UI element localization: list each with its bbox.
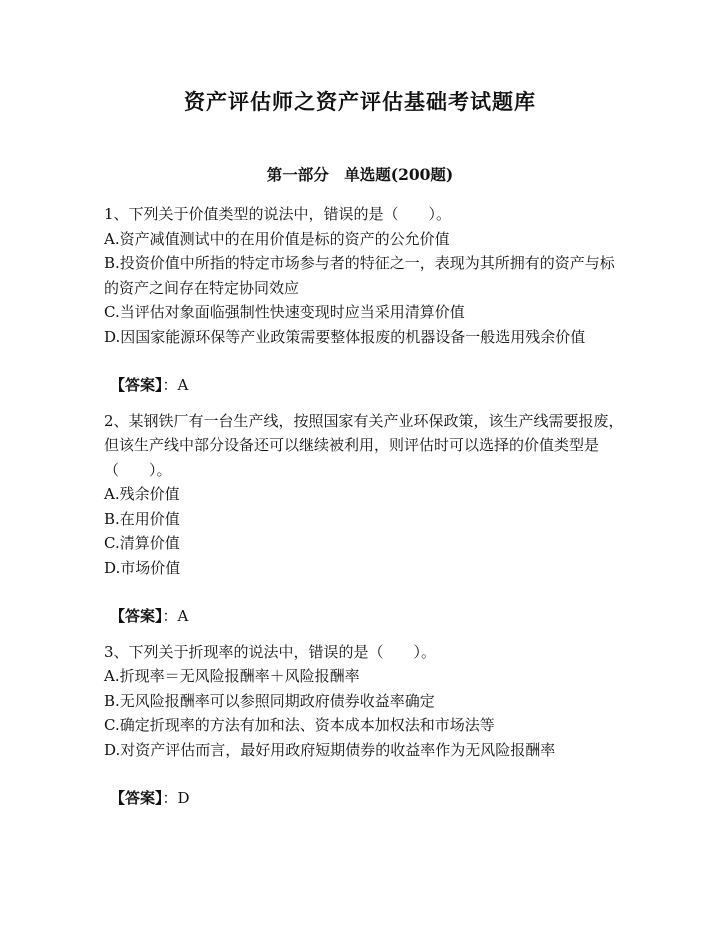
question-stem: 3、下列关于折现率的说法中，错误的是（ ）。 bbox=[104, 642, 437, 661]
option-c: C.当评估对象面临强制性快速变现时应当采用清算价值 bbox=[104, 303, 465, 321]
answer-label: 【答案】 bbox=[110, 789, 163, 807]
answer-label: 【答案】 bbox=[110, 376, 163, 394]
question-stem: 1、下列关于价值类型的说法中，错误的是（ ）。 bbox=[104, 205, 452, 223]
option-b: B.无风险报酬率可以参照同期政府债券收益率确定 bbox=[104, 691, 435, 710]
option-d: D.对资产评估而言，最好用政府短期债券的收益率作为无风险报酬率 bbox=[104, 740, 556, 759]
option-c: C.确定折现率的方法有加和法、资本成本加权法和市场法等 bbox=[104, 716, 495, 734]
option-b: B.在用价值 bbox=[104, 509, 180, 528]
answer-value: ：A bbox=[162, 607, 189, 625]
question-1 bbox=[104, 202, 624, 398]
question-2 bbox=[104, 409, 624, 629]
answer-label: 【答案】 bbox=[110, 607, 163, 625]
question-stem: 2、某钢铁厂有一台生产线，按照国家有关产业环保政策，该生产线需要报废，但该生产线中部分设备还可以继续被利用，则评估时可以选择的价值类型是（ ）。 bbox=[104, 411, 624, 479]
option-list bbox=[104, 227, 624, 350]
question-list bbox=[104, 202, 624, 822]
option-a: A.折现率＝无风险报酬率＋风险报酬率 bbox=[104, 667, 360, 685]
document-title: 资产评估师之资产评估基础考试题库 bbox=[184, 89, 536, 114]
answer-value: ：D bbox=[162, 789, 190, 807]
option-c: C.清算价值 bbox=[104, 534, 180, 552]
answer-value: ：A bbox=[162, 376, 189, 394]
answer bbox=[110, 373, 624, 398]
question-3 bbox=[104, 640, 624, 811]
option-list bbox=[104, 482, 624, 580]
answer bbox=[110, 786, 624, 811]
option-a: A.资产减值测试中的在用价值是标的资产的公允价值 bbox=[104, 229, 450, 248]
option-d: D.因国家能源环保等产业政策需要整体报废的机器设备一般选用残余价值 bbox=[104, 327, 586, 346]
answer bbox=[110, 604, 624, 629]
option-a: A.残余价值 bbox=[104, 485, 180, 503]
option-list bbox=[104, 664, 624, 762]
option-d: D.市场价值 bbox=[104, 558, 181, 577]
section-title: 第一部分 单选题(200题) bbox=[266, 165, 454, 184]
option-b: B.投资价值中所指的特定市场参与者的特征之一，表现为其所拥有的资产与标的资产之间存在特定协同效应 bbox=[104, 254, 615, 297]
